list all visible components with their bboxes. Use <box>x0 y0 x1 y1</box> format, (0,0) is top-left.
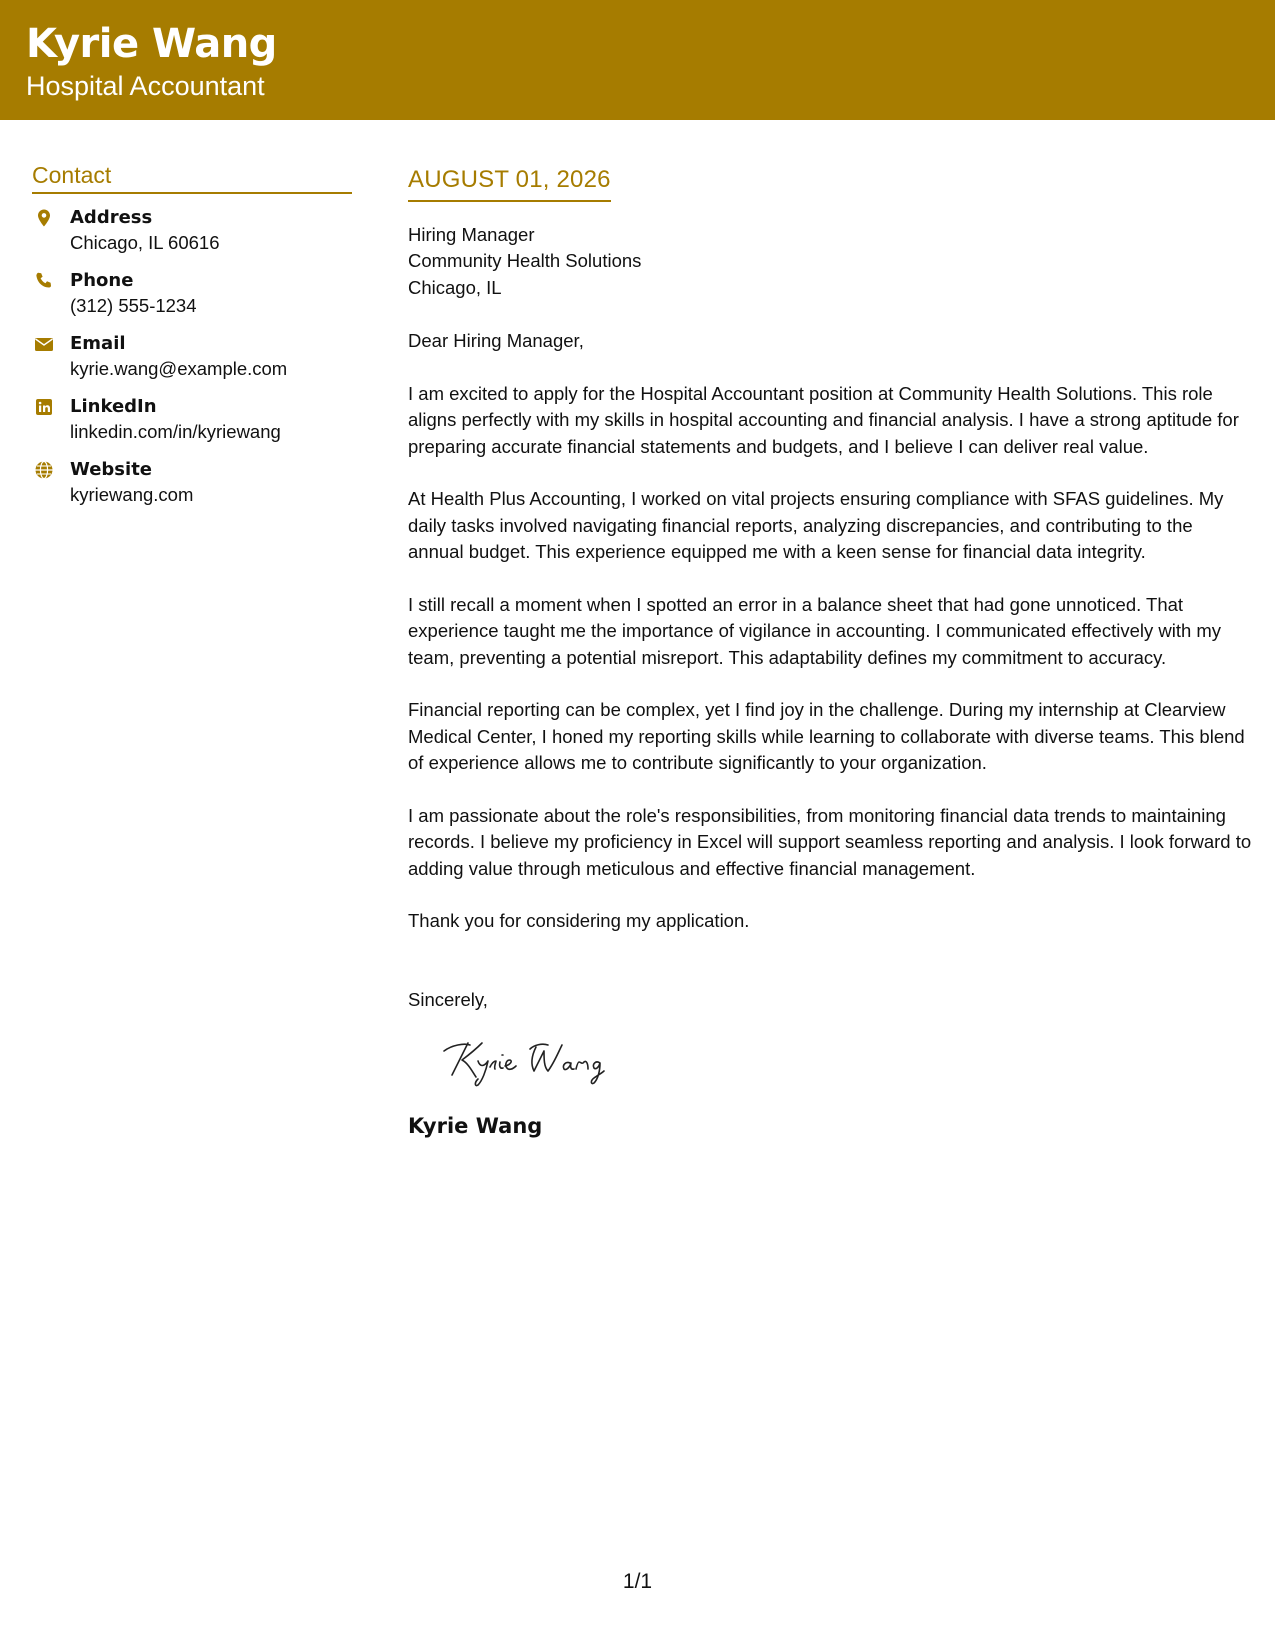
candidate-name: Kyrie Wang <box>26 21 277 67</box>
page-number: 1/1 <box>622 1570 653 1593</box>
website-label: Website <box>70 459 153 481</box>
letter-date: AUGUST 01, 2026 <box>408 166 611 202</box>
recipient-company: Community Health Solutions <box>408 250 642 272</box>
address-value: Chicago, IL 60616 <box>70 232 220 254</box>
linkedin-icon <box>34 397 54 417</box>
candidate-role: Hospital Accountant <box>26 71 265 101</box>
contact-heading: Contact <box>32 162 352 194</box>
salutation: Dear Hiring Manager, <box>408 330 584 352</box>
address-label: Address <box>70 207 153 229</box>
email-value: kyrie.wang@example.com <box>70 358 288 380</box>
contact-item-phone <box>32 269 352 332</box>
handwritten-signature <box>438 1033 658 1089</box>
closing: Sincerely, <box>408 988 488 1010</box>
website-value: kyriewang.com <box>70 484 194 506</box>
header-banner <box>0 0 1275 120</box>
contact-item-email <box>32 332 352 395</box>
paragraph-5: I am passionate about the role's responsibilities, from monitoring financial data trends to maintaining records. I believe my proficiency in Excel will support seamless reporting and analysis. I look forward to adding value through meticulous and effective financial management. <box>408 804 1252 879</box>
map-pin-icon <box>34 208 54 228</box>
linkedin-value: linkedin.com/in/kyriewang <box>70 421 281 443</box>
letter-body <box>408 166 1253 1139</box>
paragraph-2: At Health Plus Accounting, I worked on vital projects ensuring compliance with SFAS guidelines. My daily tasks involved navigating financial reports, analyzing discrepancies, and contributing to the annual budget. This experience equipped me with a keen sense for financial data integrity. <box>408 488 1224 563</box>
phone-label: Phone <box>70 270 134 292</box>
signer-name: Kyrie Wang <box>408 1114 543 1139</box>
phone-icon <box>34 271 54 291</box>
paragraph-4: Financial reporting can be complex, yet I find joy in the challenge. During my internship at Clearview Medical Center, I honed my reporting skills while learning to collaborate with diverse teams. This blend of experience allows me to contribute significantly to your organization. <box>408 699 1245 774</box>
email-label: Email <box>70 333 126 355</box>
paragraph-6: Thank you for considering my application. <box>408 910 750 932</box>
contact-item-address <box>32 206 352 269</box>
recipient-location: Chicago, IL <box>408 276 502 298</box>
linkedin-label: LinkedIn <box>70 396 157 418</box>
globe-icon <box>34 460 54 480</box>
contact-item-website <box>32 458 352 521</box>
contact-sidebar <box>32 162 352 521</box>
envelope-icon <box>34 334 54 354</box>
paragraph-3: I still recall a moment when I spotted an error in a balance sheet that had gone unnoticed. That experience taught me the importance of vigilance in accounting. I communicated effectively with my team, preventing a potential misreport. This adaptability defines my commitment to accuracy. <box>408 593 1222 668</box>
paragraph-1: I am excited to apply for the Hospital Accountant position at Community Health Solutions. This role aligns perfectly with my skills in hospital accounting and financial analysis. I have a strong aptitude for preparing accurate financial statements and budgets, and I believe I can deliver real value. <box>408 382 1239 457</box>
recipient-title: Hiring Manager <box>408 223 535 245</box>
contact-item-linkedin <box>32 395 352 458</box>
recipient-block <box>408 222 1253 302</box>
phone-value: (312) 555-1234 <box>70 295 197 317</box>
